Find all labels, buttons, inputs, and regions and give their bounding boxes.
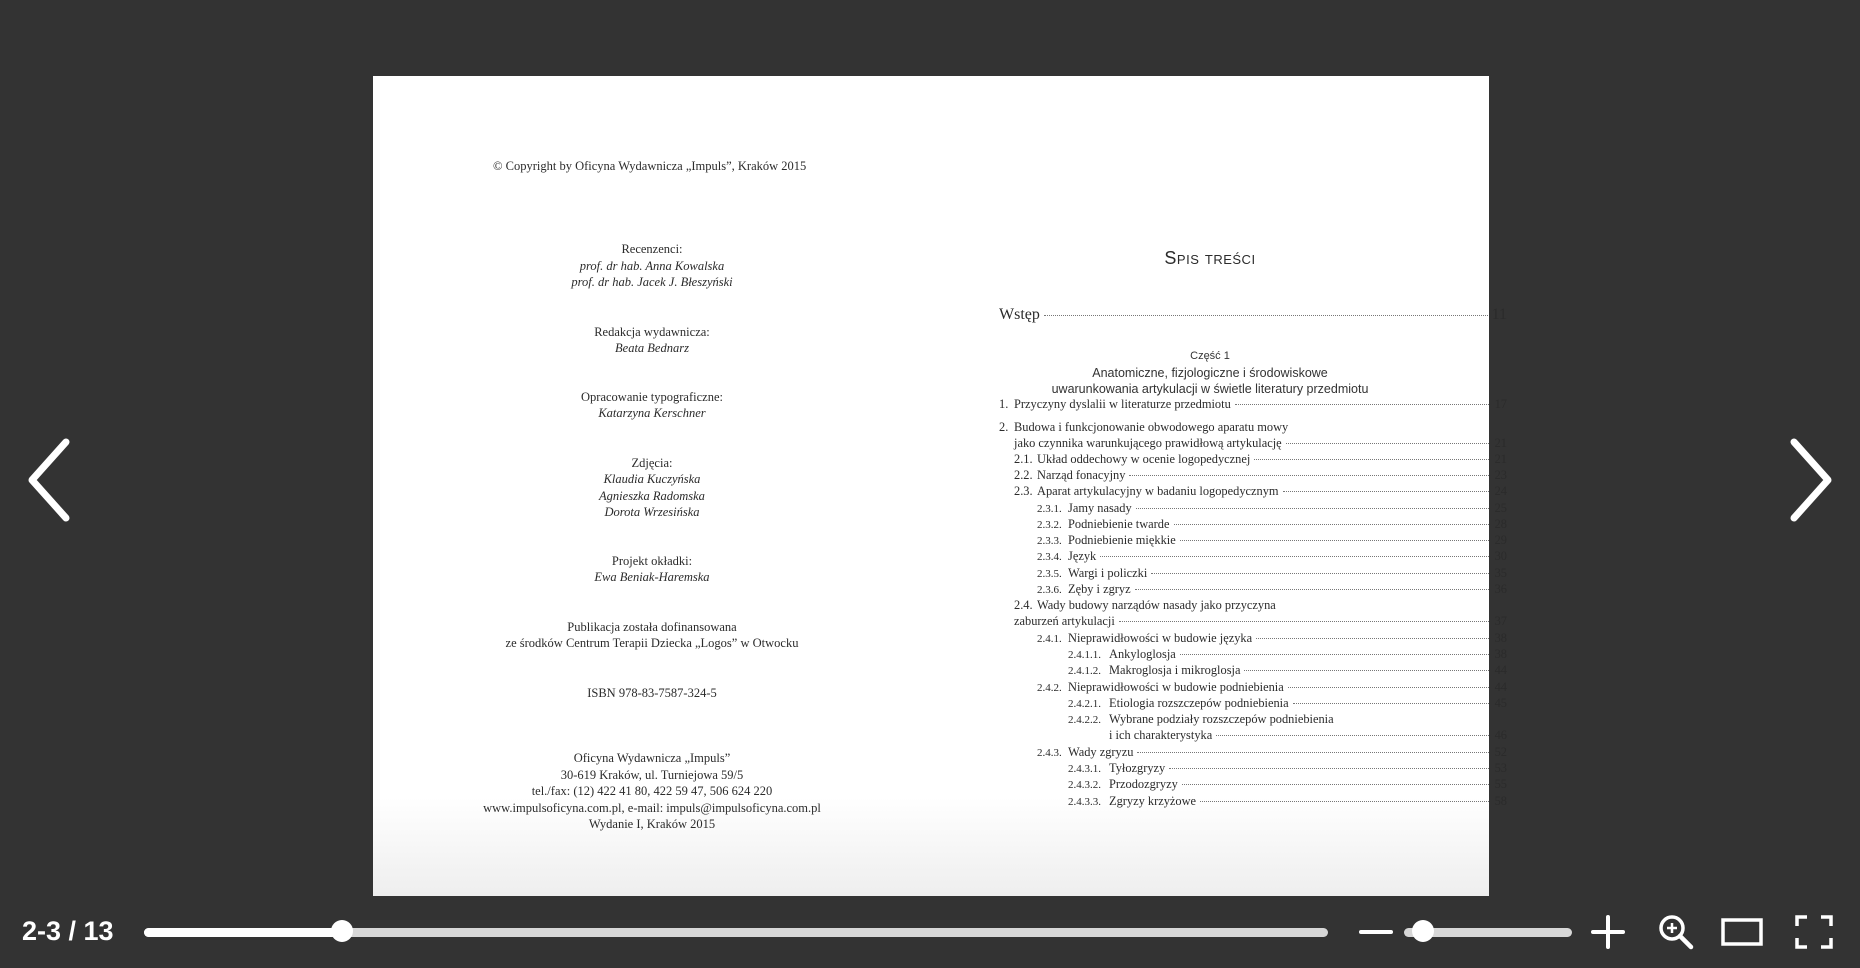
- toc-entry: [1037, 501, 1507, 517]
- right-page: [931, 76, 1507, 896]
- editing-block: [373, 324, 931, 357]
- publisher-line: Oficyna Wydawnicza „Impuls”: [573, 751, 731, 765]
- toc-entry: [1068, 712, 1507, 728]
- toc-entry: [1068, 663, 1507, 679]
- toc-entry-page: 52: [1494, 745, 1507, 759]
- toc-entry-page: 11: [1491, 306, 1507, 323]
- toc-entry: [1014, 436, 1507, 452]
- toc-entry-number: 2.3.: [1014, 484, 1033, 498]
- toc-entry-text: Wstęp: [999, 306, 1040, 323]
- chevron-left-icon: [10, 430, 90, 530]
- cover-label: Projekt okładki:: [611, 553, 693, 568]
- reviewers-block: [373, 241, 931, 291]
- toc-leader-dots: [1044, 315, 1488, 316]
- toc-entry-number: 2.3.2.: [1037, 519, 1062, 531]
- toc-entry-text: Język: [1068, 549, 1097, 563]
- toc-entry-page: 38: [1494, 647, 1507, 661]
- photographer-name: Agnieszka Radomska: [599, 488, 705, 503]
- toc-entry-number: 2.3.3.: [1037, 535, 1062, 547]
- toc-leader-dots: [1235, 404, 1489, 405]
- toc-entry: [1037, 566, 1507, 582]
- toc-entry-page: 53: [1494, 761, 1507, 775]
- toc-leader-dots: [1293, 703, 1489, 704]
- toc-entry-text: zaburzeń artykulacji: [1014, 614, 1115, 628]
- toc-entry-page: 35: [1494, 566, 1507, 580]
- toc-entry-page: 17: [1494, 397, 1507, 411]
- toc-entry-number: 2.4.2.2.: [1068, 714, 1101, 726]
- toc-leader-dots: [1180, 654, 1489, 655]
- toc-entry-number: 2.1.: [1014, 452, 1033, 466]
- toc-entry-text: Zgryzy krzyżowe: [1109, 794, 1197, 808]
- toc-entry-number: 2.4.1.1.: [1068, 649, 1101, 661]
- publisher-line: tel./fax: (12) 422 41 80, 422 59 47, 506 624 220: [531, 784, 773, 798]
- toc-leader-dots: [1286, 443, 1489, 444]
- toc-entry: [999, 397, 1507, 413]
- toc-entry-number: 1.: [999, 397, 1009, 411]
- single-page-view-button[interactable]: [1720, 916, 1764, 948]
- toc-entry-text: Tyłozgryzy: [1109, 761, 1166, 775]
- toc-entry-text: jako czynnika warunkującego prawidłową artykulację: [1014, 436, 1282, 450]
- toc-entry: [1014, 598, 1507, 614]
- reviewer-name: prof. dr hab. Jacek J. Błeszyński: [571, 275, 733, 289]
- toc-entry: [1037, 680, 1507, 696]
- zoom-search-icon: [1656, 912, 1696, 952]
- fullscreen-icon: [1794, 914, 1834, 950]
- plus-icon: [1590, 914, 1626, 950]
- chevron-right-icon: [1770, 430, 1850, 530]
- toc-leader-dots: [1135, 589, 1489, 590]
- toc-entry-number: 2.3.1.: [1037, 503, 1062, 515]
- toc-entry: [1068, 761, 1507, 777]
- minus-icon: [1358, 916, 1394, 948]
- toc-entry: [1068, 794, 1507, 810]
- toc-leader-dots: [1174, 524, 1489, 525]
- toc-leader-dots: [1129, 475, 1489, 476]
- toc-entry-text: Nieprawidłowości w budowie podniebienia: [1068, 680, 1284, 694]
- zoom-in-button[interactable]: [1590, 914, 1626, 950]
- zoom-slider-thumb[interactable]: [1412, 920, 1434, 942]
- toc-entry: [1068, 647, 1507, 663]
- toc-leader-dots: [1119, 621, 1489, 622]
- toc-entry: [1068, 777, 1507, 793]
- toc-entry-number: 2.4.3.: [1037, 747, 1062, 759]
- toc-leader-dots: [1254, 459, 1489, 460]
- part-title-line: uwarunkowania artykulacji w świetle literatury przedmiotu: [1051, 382, 1369, 396]
- toc-title: Spis treści: [1164, 248, 1256, 268]
- toc-entry-number: 2.4.1.2.: [1068, 665, 1101, 677]
- publisher-block: [373, 750, 931, 833]
- toc-entry-text: Podniebienie miękkie: [1068, 533, 1176, 547]
- next-page-button[interactable]: [1770, 430, 1850, 530]
- toc-entry-text: Aparat artykulacyjny w badaniu logopedycznym: [1037, 484, 1279, 498]
- funding-line: ze środków Centrum Terapii Dziecka „Logos” w Otwocku: [505, 636, 799, 650]
- toc-entry-text: Układ oddechowy w ocenie logopedycznej: [1037, 452, 1251, 466]
- toc-leader-dots: [1182, 784, 1489, 785]
- toc-entry-number: 2.4.: [1014, 598, 1033, 612]
- toc-entry-page: 58: [1494, 794, 1507, 808]
- toc-entry-text: Podniebienie twarde: [1068, 517, 1170, 531]
- toc-entry-page: 21: [1494, 436, 1507, 450]
- toc-entry-text: Budowa i funkcjonowanie obwodowego aparatu mowy: [1014, 420, 1289, 434]
- toc-leader-dots: [1100, 556, 1489, 557]
- toc-leader-dots: [1256, 638, 1489, 639]
- toc-entry-page: 21: [1494, 452, 1507, 466]
- toc-entry: [1109, 728, 1507, 744]
- toc-leader-dots: [1151, 573, 1489, 574]
- toc-entry-text: Wady budowy narządów nasady jako przyczyna: [1037, 598, 1276, 612]
- toc-entry-text: Wargi i policzki: [1068, 566, 1148, 580]
- toc-entry-number: 2.4.2.1.: [1068, 698, 1101, 710]
- publisher-line: Wydanie I, Kraków 2015: [588, 817, 716, 831]
- single-page-icon: [1720, 916, 1764, 948]
- toc-entry-page: 55: [1494, 777, 1507, 791]
- toc-entry-text: Przodozgryzy: [1109, 777, 1178, 791]
- toc-entry-number: 2.4.3.2.: [1068, 779, 1101, 791]
- left-page: [373, 76, 931, 896]
- toc-entry-number: 2.4.2.: [1037, 682, 1062, 694]
- toc-entry: [1037, 745, 1507, 761]
- toc-entry-page: 24: [1494, 484, 1507, 498]
- toc-entry-number: 2.4.3.1.: [1068, 763, 1101, 775]
- toc-entry-page: 23: [1494, 468, 1507, 482]
- typography-label: Opracowanie typograficzne:: [581, 389, 723, 404]
- toc-entry-page: 30: [1494, 549, 1507, 563]
- photographer-name: Dorota Wrzesińska: [604, 505, 700, 519]
- toc-leader-dots: [1216, 735, 1489, 736]
- toc-entry-text: Wady zgryzu: [1068, 745, 1134, 759]
- page-slider-fill: [144, 928, 342, 937]
- zoom-out-button[interactable]: [1358, 916, 1394, 948]
- editing-label: Redakcja wydawnicza:: [594, 324, 710, 339]
- toc-entry: [1037, 582, 1507, 598]
- toc-entry-number: 2.3.5.: [1037, 568, 1062, 580]
- toc-entry-number: 2.4.3.3.: [1068, 796, 1101, 808]
- toc-entry-text: Nieprawidłowości w budowie języka: [1068, 631, 1253, 645]
- toc-entry: [1037, 631, 1507, 647]
- toc-entry: [999, 420, 1507, 436]
- toc-entry-number: 2.3.6.: [1037, 584, 1062, 596]
- funding-line: Publikacja została dofinansowana: [567, 619, 737, 634]
- toc-entry-text: Makroglosja i mikroglosja: [1109, 663, 1241, 677]
- photos-label: Zdjęcia:: [631, 455, 673, 470]
- publisher-line: 30-619 Kraków, ul. Turniejowa 59/5: [560, 767, 744, 782]
- toc-entry-text: i ich charakterystyka: [1109, 728, 1213, 742]
- toc-entry-text: Ankyloglosja: [1109, 647, 1176, 661]
- toc-leader-dots: [1180, 540, 1489, 541]
- toc-entry-number: 2.2.: [1014, 468, 1033, 482]
- toc-entry-page: 45: [1494, 696, 1507, 710]
- part-heading: [931, 348, 1489, 398]
- page-slider-track[interactable]: [144, 928, 1328, 937]
- credits: [373, 241, 931, 833]
- toc-entry: [1068, 696, 1507, 712]
- toc-entry-page: 36: [1494, 582, 1507, 596]
- toc-entry-number: 2.4.1.: [1037, 633, 1062, 645]
- toc-entry: [1014, 452, 1507, 468]
- page-spread[interactable]: [373, 76, 1507, 896]
- part-title-line: Anatomiczne, fizjologiczne i środowiskowe: [1092, 365, 1328, 380]
- cover-designer-name: Ewa Beniak-Haremska: [594, 570, 710, 584]
- toc-entry-page: 28: [1494, 517, 1507, 531]
- toc-entry-text: Narząd fonacyjny: [1037, 468, 1126, 482]
- cover-block: [373, 553, 931, 586]
- toc-entry-text: Przyczyny dyslalii w literaturze przedmiotu: [1014, 397, 1231, 411]
- photographer-name: Klaudia Kuczyńska: [603, 472, 701, 486]
- toc-entry-page: 46: [1494, 728, 1507, 742]
- toc-entry-text: Wybrane podziały rozszczepów podniebienia: [1109, 712, 1334, 726]
- reviewer-name: prof. dr hab. Anna Kowalska: [579, 258, 725, 273]
- toc-leader-dots: [1283, 491, 1489, 492]
- toc-entry-page: 37: [1494, 614, 1507, 628]
- toc-entry: [1037, 533, 1507, 549]
- toc-entry-text: Etiologia rozszczepów podniebienia: [1109, 696, 1289, 710]
- toc-entry-page: 44: [1494, 663, 1507, 677]
- toc-entry-page: 38: [1494, 631, 1507, 645]
- toc-entry-page: 25: [1494, 501, 1507, 515]
- toc-entry-page: 29: [1494, 533, 1507, 547]
- page-counter: 2-3 / 13: [22, 916, 114, 946]
- copyright-notice: © Copyright by Oficyna Wydawnicza „Impuls”, Kraków 2015: [493, 159, 807, 173]
- toc-leader-dots: [1169, 768, 1489, 769]
- fullscreen-button[interactable]: [1794, 914, 1834, 950]
- toc-entry: [1014, 614, 1507, 630]
- photos-block: [373, 455, 931, 521]
- publisher-line: www.impulsoficyna.com.pl, e-mail: impuls@impulsoficyna.com.pl: [483, 800, 821, 815]
- previous-page-button[interactable]: [10, 430, 90, 530]
- toc-entry: [1014, 468, 1507, 484]
- toc-entry-number: 2.: [999, 420, 1009, 434]
- toc-entry-text: Zęby i zgryz: [1068, 582, 1131, 596]
- toc-entry-page: 44: [1494, 680, 1507, 694]
- toc-entry: [1037, 517, 1507, 533]
- funding-block: [373, 619, 931, 652]
- bottom-toolbar: [0, 896, 1860, 968]
- toc-entry: [1014, 484, 1507, 500]
- toc-entry-number: 2.3.4.: [1037, 551, 1062, 563]
- toc-leader-dots: [1137, 752, 1489, 753]
- toc-entry-text: Jamy nasady: [1068, 501, 1132, 515]
- page-slider-thumb[interactable]: [331, 920, 353, 942]
- toc-entry: [1037, 549, 1507, 565]
- toc-leader-dots: [1200, 801, 1489, 802]
- part-label: Część 1: [1190, 350, 1230, 362]
- reviewers-label: Recenzenci:: [621, 242, 683, 256]
- toc-leader-dots: [1136, 508, 1489, 509]
- toc-entry-intro: [999, 306, 1507, 322]
- typography-block: [373, 389, 931, 422]
- zoom-search-button[interactable]: [1656, 912, 1696, 952]
- toc-leader-dots: [1288, 687, 1489, 688]
- isbn: ISBN 978-83-7587-324-5: [587, 685, 717, 700]
- typographer-name: Katarzyna Kerschner: [598, 406, 706, 420]
- editor-name: Beata Bednarz: [615, 341, 689, 355]
- toc-leader-dots: [1244, 670, 1489, 671]
